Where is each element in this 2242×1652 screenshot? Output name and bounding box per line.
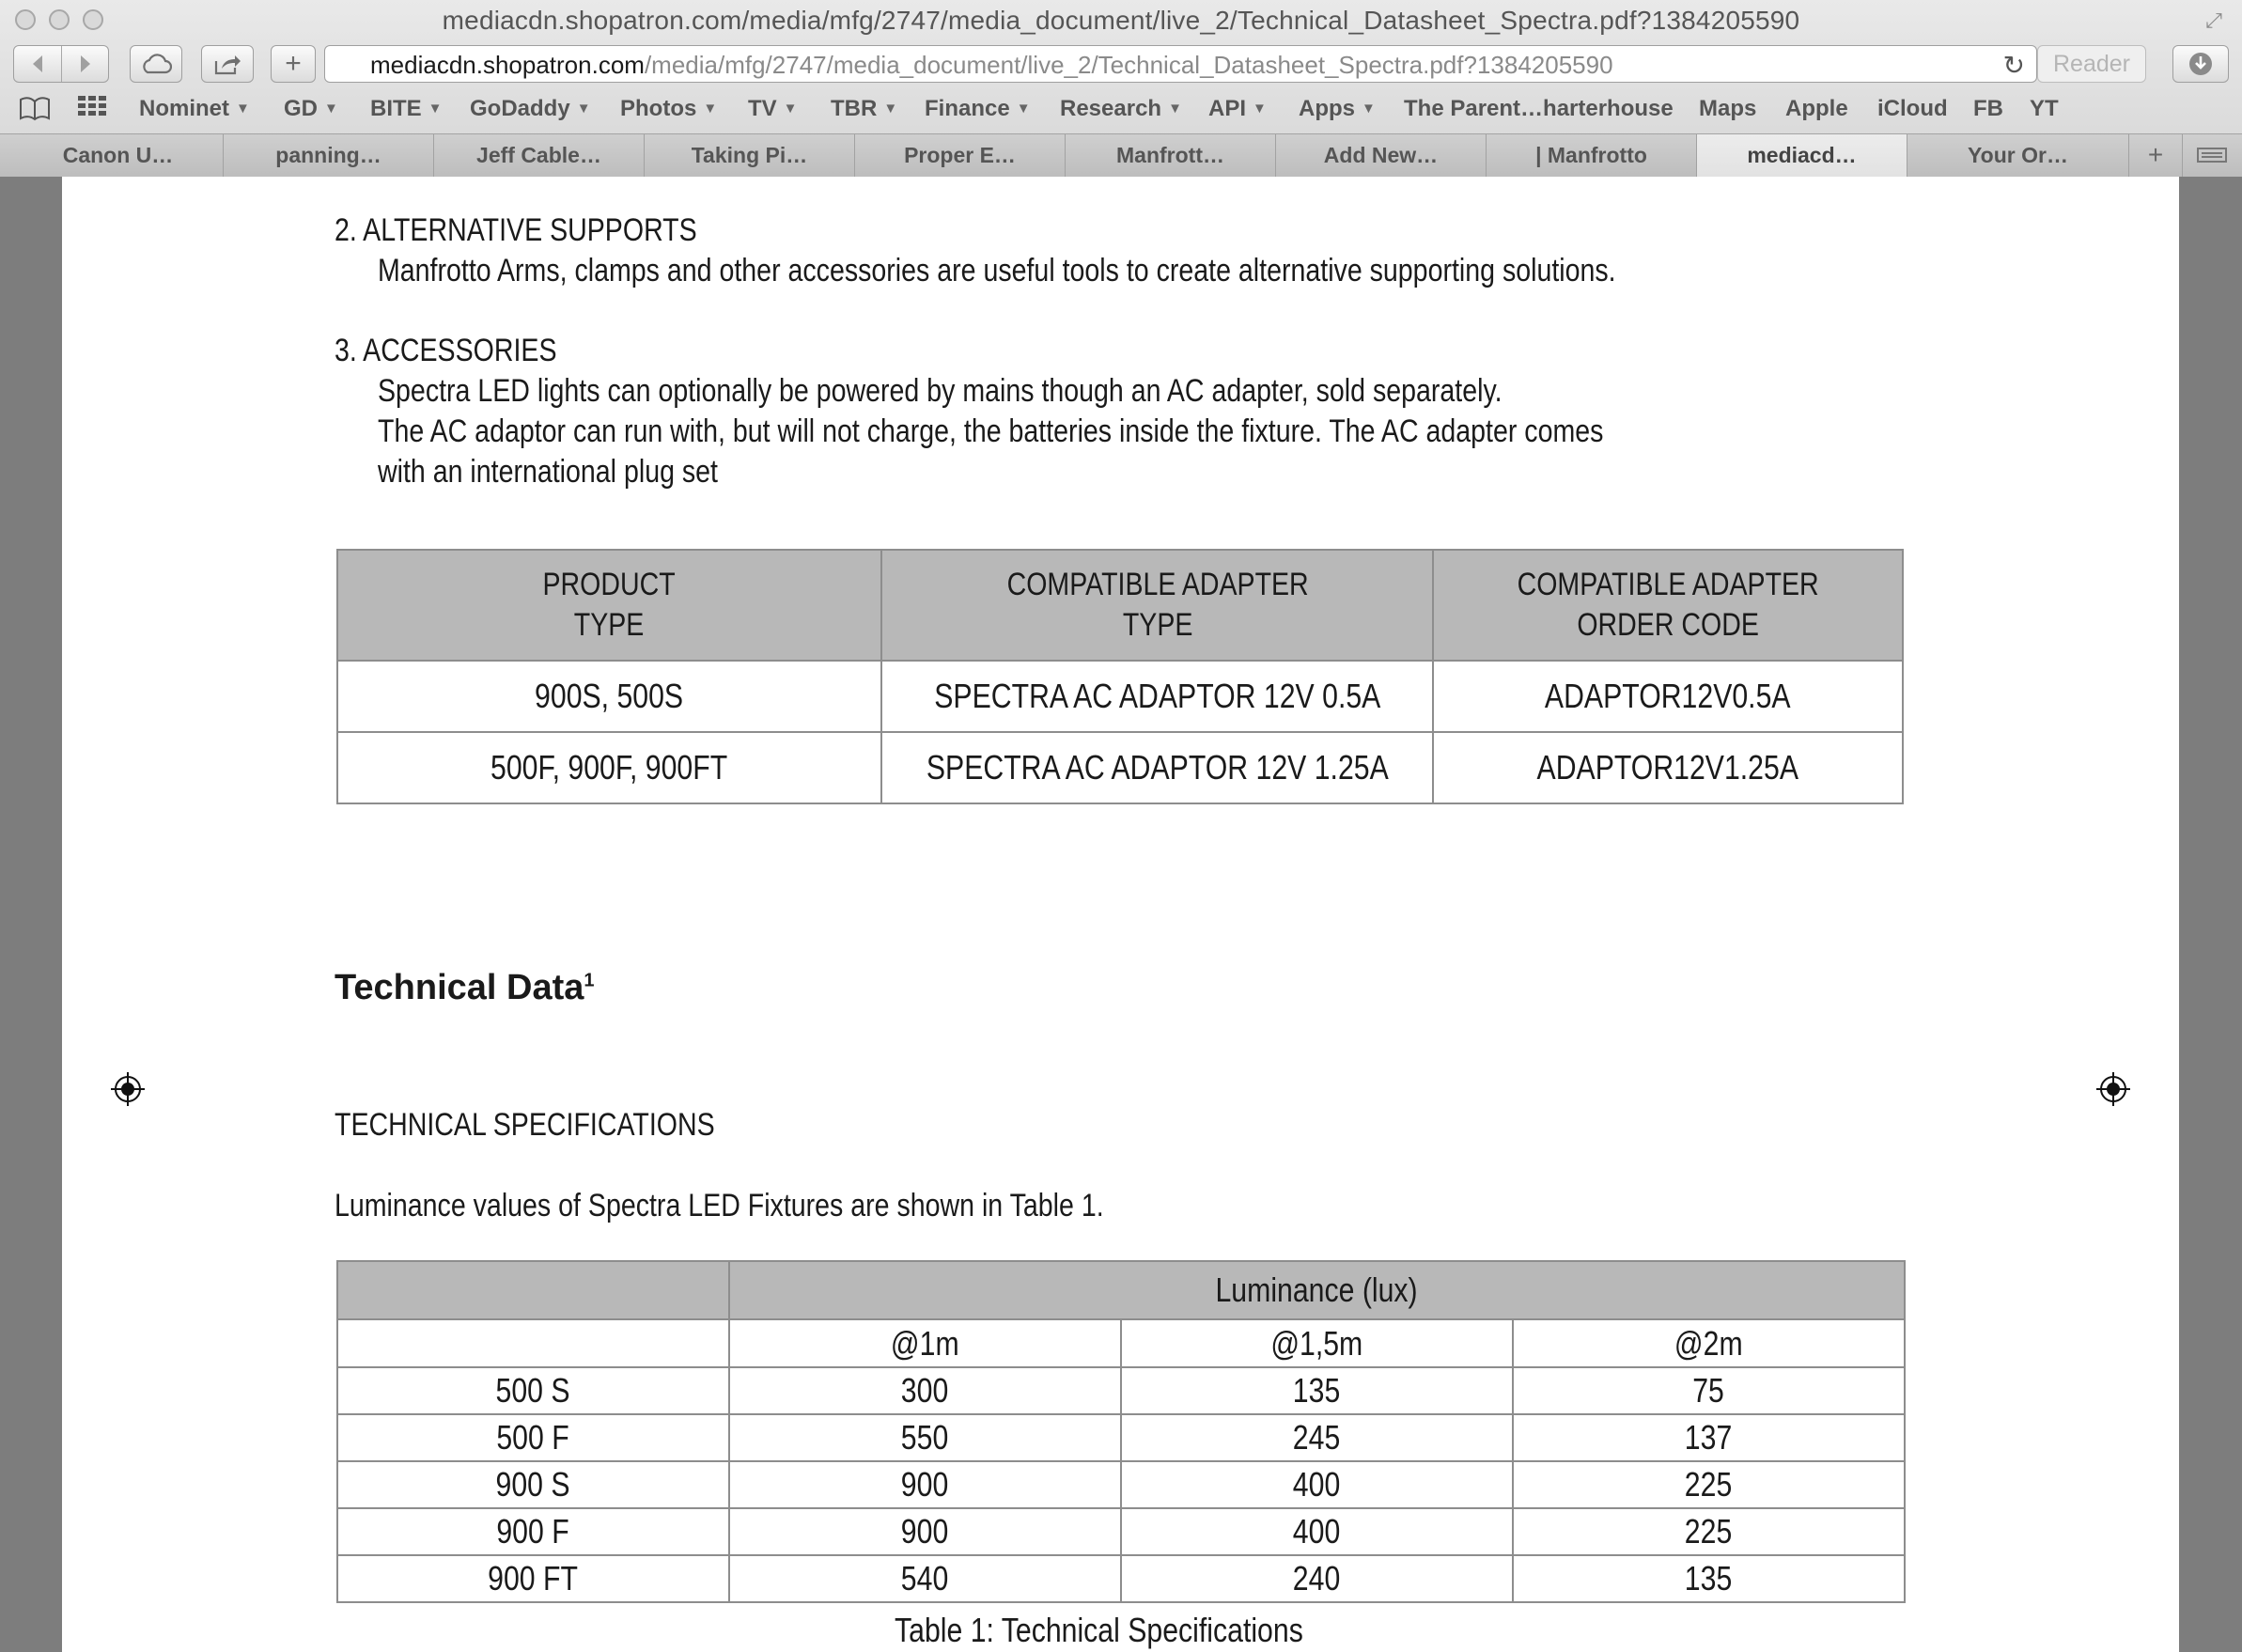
table-cell: 75 [1513, 1367, 1905, 1414]
table-cell: 900 FT [337, 1555, 729, 1602]
table-row [337, 732, 1903, 803]
window-title: mediacdn.shopatron.com/media/mfg/2747/media_document/live_2/Technical_Datasheet_Spectra.pdf?1384205590 [442, 6, 1800, 35]
adapter-header-order-code: COMPATIBLE ADAPTER ORDER CODE [1433, 550, 1903, 661]
bookmark-apple[interactable]: Apple [1785, 96, 1848, 121]
reader-button[interactable]: Reader [2037, 45, 2146, 83]
address-text[interactable] [370, 51, 1613, 80]
cloud-icon [140, 54, 172, 74]
table-cell: SPECTRA AC ADAPTOR 12V 1.25A [881, 732, 1434, 803]
bookmark-fb[interactable]: FB [1973, 96, 2003, 121]
downloads-button[interactable] [2172, 45, 2229, 83]
table-cell: 500F, 900F, 900FT [337, 732, 881, 803]
section-2-text: Manfrotto Arms, clamps and other accessories are useful tools to create alternative supporting solutions. [378, 253, 1616, 288]
table-row [337, 1508, 1905, 1555]
table-cell: 225 [1513, 1461, 1905, 1508]
tab-overview-button[interactable] [2182, 134, 2242, 177]
table-cell: 550 [729, 1414, 1121, 1461]
adapter-header-product-type: PRODUCT TYPE [337, 550, 881, 661]
tab-taking-pi[interactable]: Taking Pi… [645, 134, 855, 177]
column-header-1-5m: @1,5m [1121, 1319, 1513, 1367]
fullscreen-icon[interactable]: ⤢ [2205, 8, 2222, 32]
address-host: mediacdn.shopatron.com [370, 51, 645, 79]
table-cell: ADAPTOR12V0.5A [1433, 661, 1903, 732]
table-cell: 225 [1513, 1508, 1905, 1555]
back-arrow-icon [29, 54, 46, 74]
section-3-line-2: The AC adaptor can run with, but will not charge, the batteries inside the fixture. The AC adapter comes [378, 413, 1604, 449]
table-cell: 900 [729, 1508, 1121, 1555]
bookmark-finance[interactable]: Finance ▼ [925, 96, 1031, 121]
bookmark-photos[interactable]: Photos ▼ [620, 96, 718, 121]
table-cell: 300 [729, 1367, 1121, 1414]
technical-data-heading: Technical Data$^1$ [335, 968, 595, 1007]
top-sites-icon[interactable] [77, 94, 107, 125]
browser-chrome [0, 0, 2242, 177]
bookmark-the-parent-harterhouse[interactable]: The Parent…harterhouse [1404, 96, 1674, 121]
table-row [337, 1555, 1905, 1602]
table-cell: 240 [1121, 1555, 1513, 1602]
share-icon [212, 52, 242, 76]
registration-mark-icon [2096, 1072, 2130, 1106]
column-header-2m: @2m [1513, 1319, 1905, 1367]
tab-overview-icon [2197, 147, 2227, 164]
table-row [337, 661, 1903, 732]
section-3-line-1: Spectra LED lights can optionally be powered by mains though an AC adapter, sold separately. [378, 373, 1502, 409]
table-row [337, 1367, 1905, 1414]
chevron-down-icon: ▼ [1168, 101, 1182, 117]
chevron-down-icon: ▼ [1016, 101, 1031, 117]
bookmarks-bar [0, 90, 2242, 132]
new-tab-button[interactable]: + [2129, 134, 2183, 177]
toolbar [0, 43, 2242, 88]
bookmark-gd[interactable]: GD ▼ [284, 96, 338, 121]
table-caption: Table 1: Technical Specifications [895, 1611, 1303, 1649]
bookmark-tv[interactable]: TV ▼ [748, 96, 798, 121]
table-row [337, 1414, 1905, 1461]
chevron-down-icon: ▼ [428, 101, 443, 117]
tab-your-or[interactable]: Your Or… [1907, 134, 2129, 177]
chevron-down-icon: ▼ [576, 101, 591, 117]
table-header-empty [337, 1261, 729, 1319]
tab-add-new[interactable]: Add New… [1276, 134, 1487, 177]
luminance-subheader-row [337, 1319, 1905, 1367]
chevron-down-icon: ▼ [783, 101, 798, 117]
chevron-down-icon: ▼ [236, 101, 250, 117]
forward-arrow-icon [77, 54, 94, 74]
column-header-1m: @1m [729, 1319, 1121, 1367]
tab-manfrotto[interactable]: | Manfrotto [1487, 134, 1697, 177]
bookmark-godaddy[interactable]: GoDaddy ▼ [470, 96, 591, 121]
tab-proper-e[interactable]: Proper E… [855, 134, 1066, 177]
new-tab-plus-button[interactable]: + [271, 45, 316, 83]
table-cell: 540 [729, 1555, 1121, 1602]
registration-mark-icon [111, 1072, 145, 1106]
table-cell: 900 F [337, 1508, 729, 1555]
table-cell: 245 [1121, 1414, 1513, 1461]
tab-mediacdn[interactable]: mediacd… [1697, 134, 1907, 177]
technical-specifications-title: TECHNICAL SPECIFICATIONS [335, 1107, 715, 1143]
address-path: /media/mfg/2747/media_document/live_2/Technical_Datasheet_Spectra.pdf?1384205590 [644, 51, 1613, 79]
adapter-table-header-row [337, 550, 1903, 661]
bookmark-apps[interactable]: Apps ▼ [1299, 96, 1376, 121]
back-forward-buttons [13, 45, 109, 83]
bookmark-api[interactable]: API ▼ [1208, 96, 1267, 121]
luminance-group-header: Luminance (lux) [729, 1261, 1905, 1319]
chevron-down-icon: ▼ [1253, 101, 1267, 117]
chevron-down-icon: ▼ [324, 101, 338, 117]
table-cell: 900 [729, 1461, 1121, 1508]
luminance-table [336, 1260, 1906, 1603]
table-cell: ADAPTOR12V1.25A [1433, 732, 1903, 803]
tab-jeff-cable[interactable]: Jeff Cable… [434, 134, 645, 177]
section-3-line-3: with an international plug set [378, 454, 719, 490]
table-cell: 900 S [337, 1461, 729, 1508]
forward-button[interactable] [62, 46, 109, 82]
bookmark-research[interactable]: Research ▼ [1060, 96, 1182, 121]
download-icon [2188, 51, 2214, 77]
icloud-tabs-button[interactable] [130, 45, 182, 83]
back-button[interactable] [14, 46, 62, 82]
table-cell: SPECTRA AC ADAPTOR 12V 0.5A [881, 661, 1434, 732]
bookmark-nominet[interactable]: Nominet ▼ [139, 96, 250, 121]
pdf-page [62, 177, 2179, 1652]
table-cell: 137 [1513, 1414, 1905, 1461]
bookmark-icloud[interactable]: iCloud [1877, 96, 1948, 121]
table-cell: 135 [1513, 1555, 1905, 1602]
pdf-viewport[interactable] [0, 177, 2242, 1652]
table-cell: 900S, 500S [337, 661, 881, 732]
table-cell: 500 S [337, 1367, 729, 1414]
tab-canon[interactable]: Canon U… [13, 134, 224, 177]
tab-bar [0, 133, 2242, 177]
chevron-down-icon: ▼ [883, 101, 898, 117]
bookmark-tbr[interactable]: TBR ▼ [831, 96, 898, 121]
luminance-intro-text: Luminance values of Spectra LED Fixtures are shown in Table 1. [335, 1188, 1104, 1223]
adapter-table [336, 549, 1904, 804]
table-row [337, 1461, 1905, 1508]
share-button[interactable] [201, 45, 254, 83]
reading-list-icon[interactable] [19, 94, 51, 129]
bookmark-maps[interactable]: Maps [1699, 96, 1757, 121]
table-cell: 400 [1121, 1461, 1513, 1508]
adapter-header-adapter-type: COMPATIBLE ADAPTER TYPE [881, 550, 1434, 661]
table-cell: 135 [1121, 1367, 1513, 1414]
tab-panning[interactable]: panning… [224, 134, 434, 177]
table-cell [337, 1319, 729, 1367]
section-3-title: 3. ACCESSORIES [335, 333, 557, 368]
table-cell: 400 [1121, 1508, 1513, 1555]
tab-manfrott[interactable]: Manfrott… [1066, 134, 1276, 177]
title-bar [0, 0, 2242, 43]
section-2-title: 2. ALTERNATIVE SUPPORTS [335, 212, 697, 248]
bookmark-yt[interactable]: YT [2030, 96, 2059, 121]
luminance-group-header-row [337, 1261, 1905, 1319]
reload-icon[interactable]: ↻ [2002, 51, 2025, 80]
chevron-down-icon: ▼ [703, 101, 718, 117]
table-cell: 500 F [337, 1414, 729, 1461]
bookmark-bite[interactable]: BITE ▼ [370, 96, 443, 121]
chevron-down-icon: ▼ [1362, 101, 1376, 117]
address-bar[interactable] [324, 45, 2037, 83]
